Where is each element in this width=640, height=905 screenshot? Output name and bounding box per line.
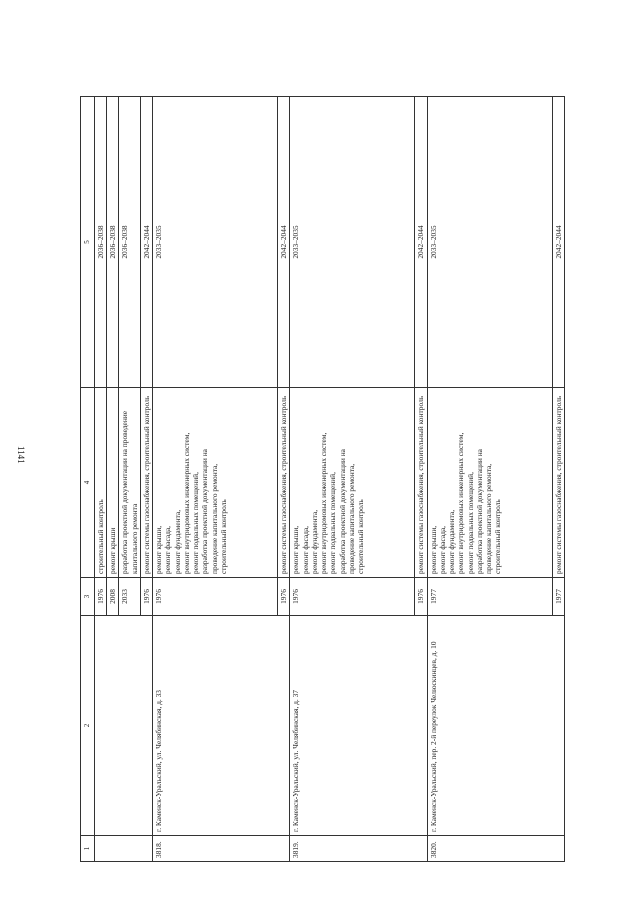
work-line: ремонт внутридомовых инженерных систем, bbox=[181, 432, 191, 574]
work-line: ремонт фасада, bbox=[163, 526, 173, 574]
table-row bbox=[153, 97, 278, 862]
address-cell: г. Каменск-Уральский, ул. Челябинская, д. 33 bbox=[153, 616, 290, 836]
work-cell bbox=[427, 388, 552, 578]
period-cell: 2033–2035 bbox=[427, 97, 552, 388]
work-cell: ремонт системы газоснабжения, строительный контроль bbox=[552, 388, 564, 578]
work-line: строительный контроль bbox=[356, 499, 365, 574]
rotated-table-container bbox=[80, 96, 563, 862]
work-line: ремонт фундамента, bbox=[447, 509, 456, 574]
period-cell: 2036–2038 bbox=[119, 97, 141, 388]
year-cell: 1976 bbox=[140, 578, 152, 616]
work-line: строительный контроль bbox=[218, 499, 228, 574]
repair-schedule-table bbox=[80, 96, 565, 862]
period-cell: 2042–2044 bbox=[552, 97, 564, 388]
period-cell: 2042–2044 bbox=[140, 97, 152, 388]
period-cell: 2036–2038 bbox=[94, 97, 106, 388]
number-cell bbox=[94, 836, 152, 862]
header-col-2: 2 bbox=[81, 616, 95, 836]
period-cell: 2036–2038 bbox=[107, 97, 119, 388]
work-cell: ремонт крыши bbox=[107, 388, 119, 578]
work-cell bbox=[290, 388, 415, 578]
number-cell: 3820. bbox=[427, 836, 564, 862]
header-col-5: 5 bbox=[81, 97, 95, 388]
year-cell: 2008 bbox=[107, 578, 119, 616]
work-cell: ремонт системы газоснабжения, строительный контроль bbox=[140, 388, 152, 578]
work-line: ремонт крыши, bbox=[428, 525, 438, 574]
year-cell: 1977 bbox=[552, 578, 564, 616]
work-line: проведение капитального ремонта, bbox=[346, 463, 356, 574]
period-cell: 2042–2044 bbox=[278, 97, 290, 388]
work-line: ремонт подвальных помещений, bbox=[465, 472, 475, 574]
year-cell: 1976 bbox=[278, 578, 290, 616]
work-line: ремонт подвальных помещений, bbox=[328, 472, 338, 574]
year-cell: 1977 bbox=[427, 578, 552, 616]
address-cell: г. Каменск-Уральский, пер. 2-й переулок Челюскинцев, д. 10 bbox=[427, 616, 564, 836]
table-row bbox=[290, 97, 415, 862]
work-line: строительный контроль bbox=[493, 499, 503, 574]
table-row bbox=[427, 97, 552, 862]
work-line: ремонт внутридомовых инженерных систем, bbox=[456, 432, 466, 574]
year-cell: 1976 bbox=[290, 578, 415, 616]
work-cell: ремонт системы газоснабжения, строительный контроль bbox=[415, 388, 427, 578]
work-line: разработка проектной документации на bbox=[474, 449, 484, 574]
number-cell: 3819. bbox=[290, 836, 427, 862]
header-col-1: 1 bbox=[81, 836, 95, 862]
year-cell: 1976 bbox=[94, 578, 106, 616]
work-line: ремонт крыши, bbox=[291, 525, 301, 574]
work-line: ремонт крыши, bbox=[154, 525, 163, 574]
work-line: ремонт фундамента, bbox=[309, 509, 319, 574]
work-cell: разработка проектной документации на проведение капитального ремонта bbox=[119, 388, 141, 578]
header-col-4: 4 bbox=[81, 388, 95, 578]
page-number: 1141 bbox=[16, 446, 26, 464]
work-line: разработка проектной документации на bbox=[337, 449, 347, 574]
address-cell bbox=[94, 616, 152, 836]
work-line: ремонт внутридомовых инженерных систем, bbox=[319, 432, 328, 574]
period-cell: 2033–2035 bbox=[290, 97, 415, 388]
address-cell: г. Каменск-Уральский, ул. Челябинская, д. 37 bbox=[290, 616, 427, 836]
work-line: проведение капитального ремонта, bbox=[209, 463, 219, 574]
work-line: ремонт подвальных помещений, bbox=[191, 472, 200, 574]
work-line: ремонт фасада, bbox=[437, 526, 447, 574]
work-line: разработка проектной документации на bbox=[200, 449, 210, 574]
header-row bbox=[81, 97, 95, 862]
work-line: ремонт фундамента, bbox=[172, 509, 182, 574]
work-cell: строительный контроль bbox=[94, 388, 106, 578]
table-row bbox=[94, 97, 106, 862]
period-cell: 2042–2044 bbox=[415, 97, 427, 388]
work-cell bbox=[153, 388, 278, 578]
year-cell: 2033 bbox=[119, 578, 141, 616]
period-cell: 2033–2035 bbox=[153, 97, 278, 388]
work-line: ремонт фасада, bbox=[300, 526, 310, 574]
header-col-3: 3 bbox=[81, 578, 95, 616]
number-cell: 3818. bbox=[153, 836, 290, 862]
year-cell: 1976 bbox=[153, 578, 278, 616]
work-line: проведение капитального ремонта, bbox=[484, 463, 493, 574]
year-cell: 1976 bbox=[415, 578, 427, 616]
work-cell: ремонт системы газоснабжения, строительный контроль bbox=[278, 388, 290, 578]
